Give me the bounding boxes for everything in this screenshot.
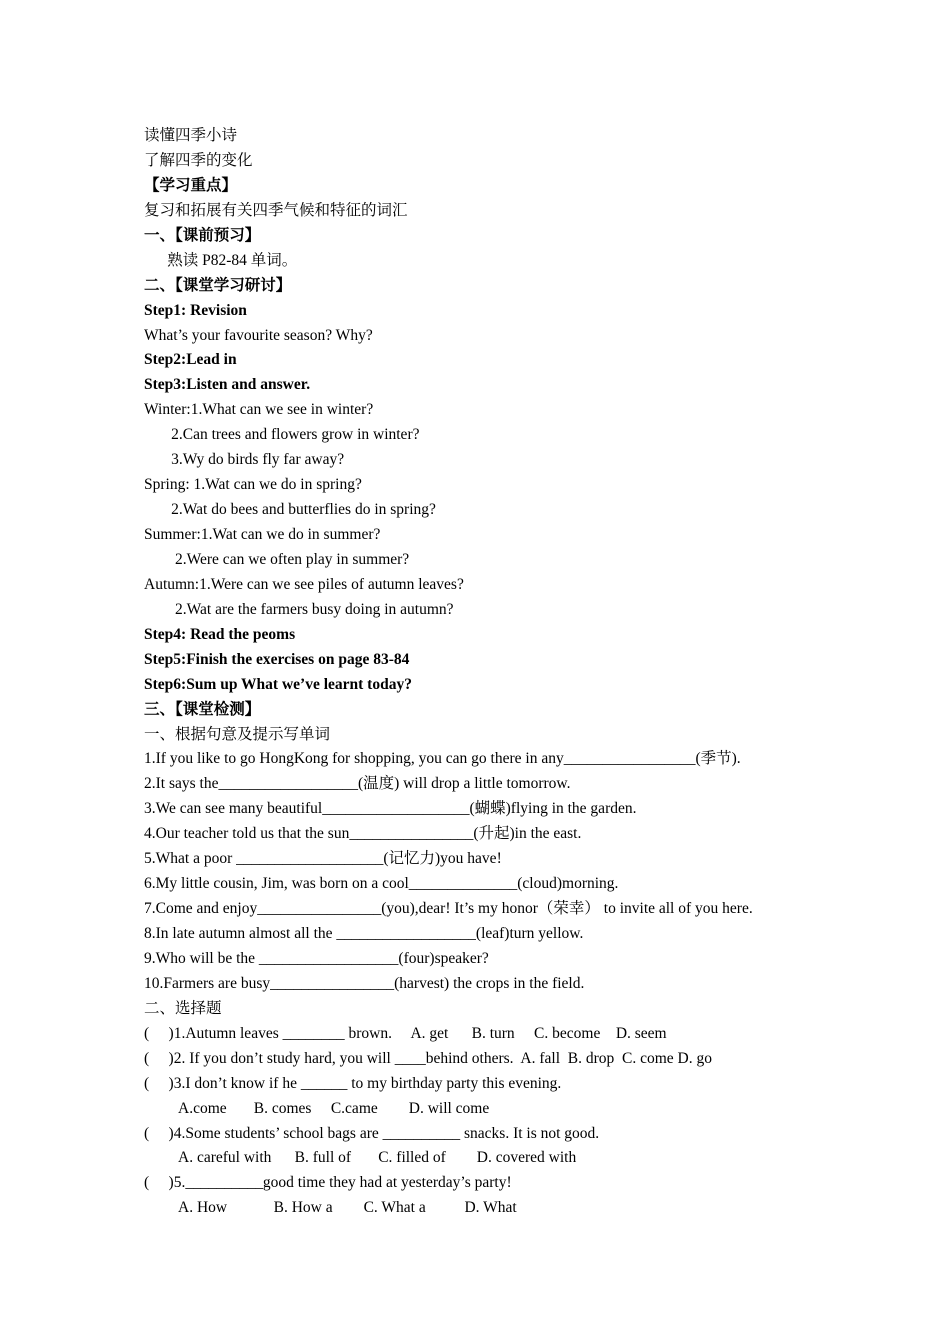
text-line: 3.We can see many beautiful___________________(蝴蝶)flying in the garden.	[144, 800, 637, 818]
text-line: Spring: 1.Wat can we do in spring?	[144, 476, 362, 494]
text-line: ( )4.Some students’ school bags are __________ snacks. It is not good.	[144, 1124, 600, 1142]
text-line: Step2:Lead in	[144, 351, 237, 369]
text-line: 4.Our teacher told us that the sun________________(升起)in the east.	[144, 825, 582, 843]
text-line: Step3:Listen and answer.	[144, 376, 311, 394]
text-line: 一、根据句意及提示写单词	[144, 725, 331, 743]
text-line: Step1: Revision	[144, 301, 247, 319]
text-line: Summer:1.Wat can we do in summer?	[144, 526, 381, 543]
document-page	[144, 124, 864, 1221]
text-line: Step6:Sum up What we’ve learnt today?	[144, 675, 412, 693]
text-line: A.come B. comes C.came D. will come	[144, 1099, 490, 1117]
text-line: ( )3.I don’t know if he ______ to my birthday party this evening.	[144, 1074, 562, 1092]
text-line: ( )5.__________good time they had at yesterday’s party!	[144, 1174, 512, 1192]
text-line: 9.Who will be the __________________(four)speaker?	[144, 949, 489, 967]
text-line: 二、【课堂学习研讨】	[144, 276, 292, 294]
text-line: 2.Wat do bees and butterflies do in spring?	[144, 501, 436, 519]
text-line: 了解四季的变化	[144, 151, 253, 169]
text-line: 7.Come and enjoy________________(you),dear! It’s my honor（荣幸） to invite all of you here.	[144, 900, 753, 918]
text-line: Autumn:1.Were can we see piles of autumn leaves?	[144, 575, 464, 593]
text-line: A. careful with B. full of C. filled of D. covered with	[144, 1149, 577, 1167]
text-line: 复习和拓展有关四季气候和特征的词汇	[144, 201, 408, 219]
text-line: 二、选择题	[144, 999, 222, 1017]
text-line: Step5:Finish the exercises on page 83-84	[144, 650, 410, 668]
text-line: 6.My little cousin, Jim, was born on a cool______________(cloud)morning.	[144, 875, 619, 893]
text-line: 2.Can trees and flowers grow in winter?	[144, 426, 420, 444]
text-line: 熟读 P82-84 单词。	[144, 251, 298, 269]
text-line: 三、【课堂检测】	[144, 700, 261, 718]
text-line: Winter:1.What can we see in winter?	[144, 401, 374, 419]
text-line: ( )2. If you don’t study hard, you will ____behind others. A. fall B. drop C. come D. go	[144, 1049, 712, 1067]
text-line: 3.Wy do birds fly far away?	[144, 451, 345, 469]
text-line: 10.Farmers are busy________________(harvest) the crops in the field.	[144, 974, 585, 992]
text-line: 8.In late autumn almost all the __________________(leaf)turn yellow.	[144, 925, 584, 942]
text-line: What’s your favourite season? Why?	[144, 326, 373, 344]
text-line: 5.What a poor ___________________(记忆力)you have!	[144, 850, 502, 868]
text-line: 【学习重点】	[144, 176, 238, 194]
text-line: 2.Wat are the farmers busy doing in autumn?	[144, 600, 454, 618]
text-line: 2.It says the__________________(温度) will drop a little tomorrow.	[144, 775, 571, 793]
text-line: ( )1.Autumn leaves ________ brown. A. get B. turn C. become D. seem	[144, 1024, 667, 1042]
text-line: 读懂四季小诗	[144, 127, 238, 144]
text-line: 2.Were can we often play in summer?	[144, 550, 410, 568]
text-line: 1.If you like to go HongKong for shopping, you can go there in any_________________(季节).	[144, 750, 741, 768]
text-line: A. How B. How a C. What a D. What	[144, 1199, 517, 1217]
text-line: 一、【课前预习】	[144, 226, 261, 244]
text-line: Step4: Read the peoms	[144, 625, 296, 643]
